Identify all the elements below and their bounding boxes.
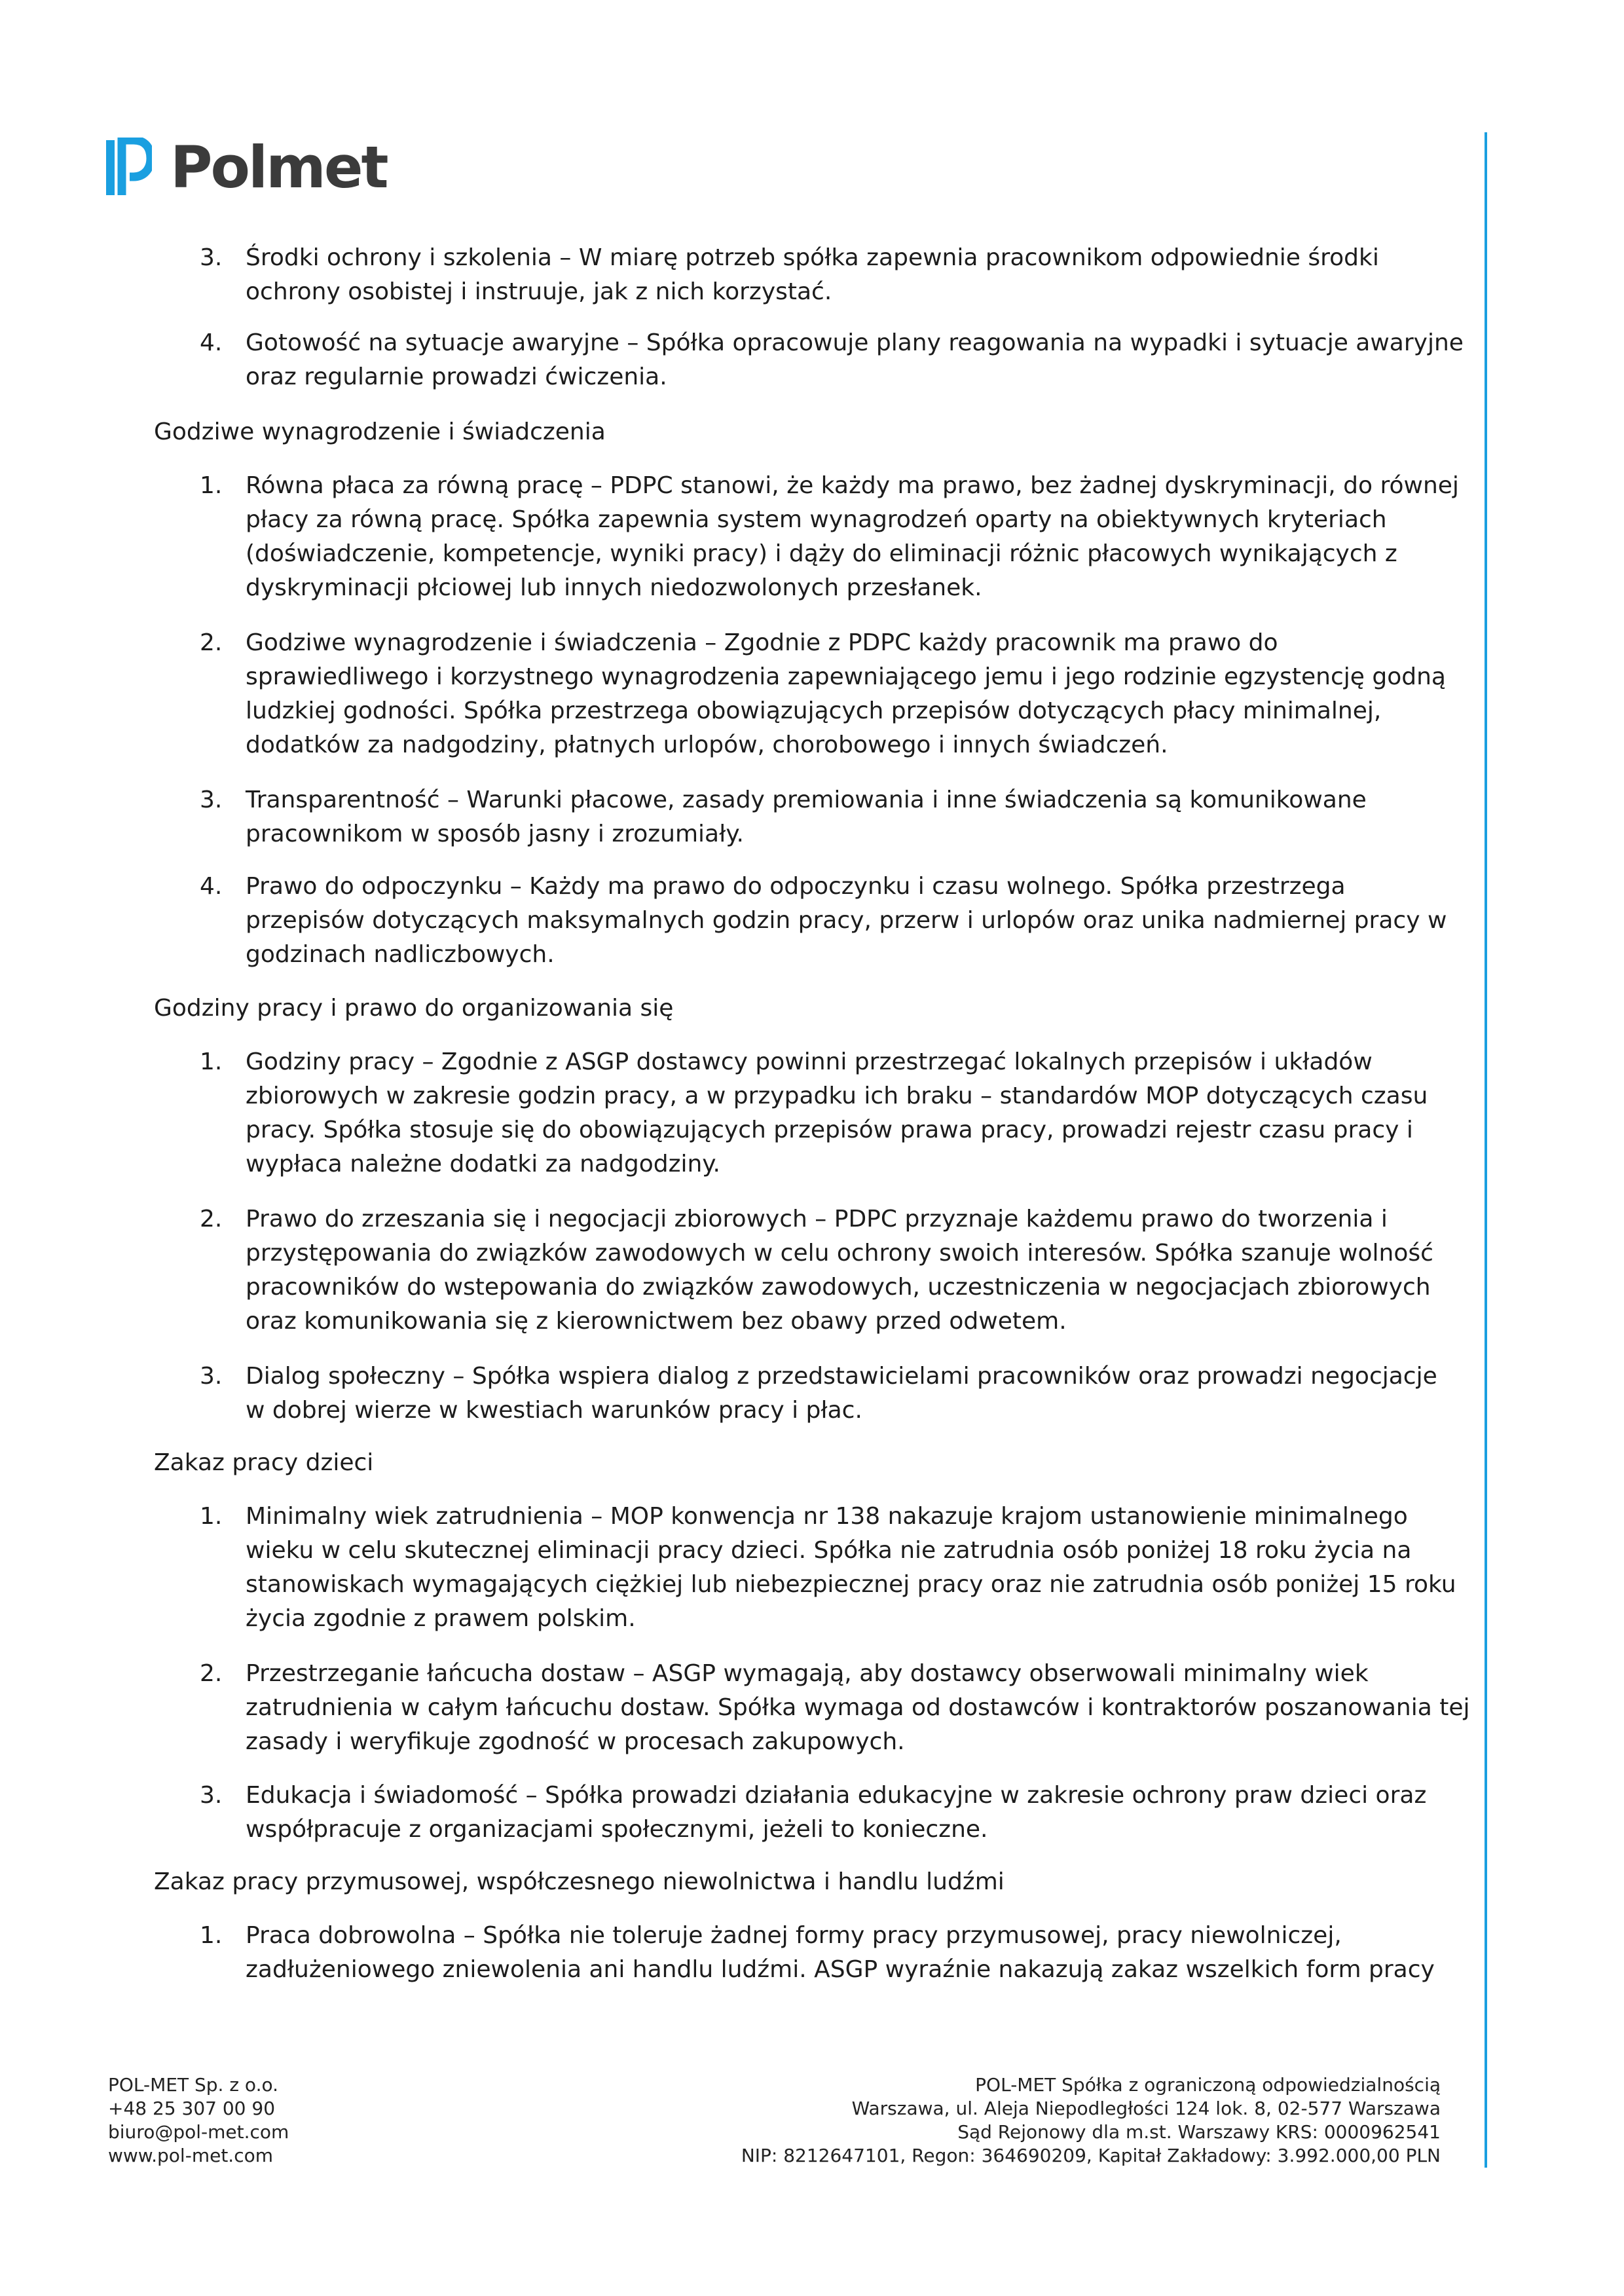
item-number: 3.: [200, 1782, 223, 1809]
item-text-line: w dobrej wierze w kwestiach warunków pracy i płac.: [246, 1397, 862, 1424]
item-text-line: przepisów dotyczących maksymalnych godzin pracy, przerw i urlopów oraz unika nadmiernej pracy w: [246, 907, 1447, 934]
item-text-line: Minimalny wiek zatrudnienia – MOP konwencja nr 138 nakazuje krajom ustanowienie minimalnego: [246, 1503, 1408, 1530]
item-text-line: ochrony osobistej i instruuje, jak z nich korzystać.: [246, 278, 832, 305]
item-text-line: pracownikom w sposób jasny i zrozumiały.: [246, 821, 744, 847]
logo-wordmark: Polmet: [170, 134, 387, 201]
item-number: 2.: [200, 1660, 223, 1687]
item-text-line: godzinach nadliczbowych.: [246, 941, 555, 968]
polmet-logo-icon: [105, 138, 152, 198]
item-text-line: Przestrzeganie łańcucha dostaw – ASGP wymagają, aby dostawcy obserwowali minimalny wiek: [246, 1660, 1369, 1687]
footer-legal-name: POL-MET Spółka z ograniczoną odpowiedzialnością: [975, 2074, 1441, 2096]
footer-email: biuro@pol-met.com: [108, 2121, 289, 2143]
footer-tax-ids: NIP: 8212647101, Regon: 364690209, Kapitał Zakładowy: 3.992.000,00 PLN: [741, 2145, 1441, 2166]
item-number: 3.: [200, 1363, 223, 1390]
item-text-line: dyskryminacji płciowej lub innych niedozwolonych przesłanek.: [246, 574, 982, 601]
item-text-line: stanowiskach wymagających ciężkiej lub niebezpiecznej pracy oraz nie zatrudnia osób poniżej 15 roku: [246, 1571, 1456, 1598]
item-text-line: wypłaca należne dodatki za nadgodziny.: [246, 1151, 720, 1177]
footer-company-name: POL-MET Sp. z o.o.: [108, 2074, 279, 2096]
item-number: 3.: [200, 787, 223, 813]
item-number: 1.: [200, 1048, 223, 1075]
section-heading: Zakaz pracy dzieci: [154, 1449, 374, 1476]
margin-rule: [1485, 132, 1487, 2168]
item-text-line: Prawo do odpoczynku – Każdy ma prawo do odpoczynku i czasu wolnego. Spółka przestrzega: [246, 873, 1346, 900]
item-text-line: płacy za równą pracę. Spółka zapewnia system wynagrodzeń oparty na obiektywnych kryteriach: [246, 506, 1387, 533]
item-text-line: ludzkiej godności. Spółka przestrzega obowiązujących przepisów dotyczących płacy minimalnej,: [246, 697, 1382, 724]
item-text-line: Środki ochrony i szkolenia – W miarę potrzeb spółka zapewnia pracownikom odpowiednie środki: [246, 244, 1379, 271]
item-number: 1.: [200, 472, 223, 499]
item-text-line: Praca dobrowolna – Spółka nie toleruje żadnej formy pracy przymusowej, pracy niewolniczej,: [246, 1922, 1342, 1949]
item-text-line: Edukacja i świadomość – Spółka prowadzi działania edukacyjne w zakresie ochrony praw dzieci oraz: [246, 1782, 1427, 1809]
item-text-line: oraz regularnie prowadzi ćwiczenia.: [246, 363, 667, 390]
item-text-line: oraz komunikowania się z kierownictwem bez obawy przed odwetem.: [246, 1308, 1067, 1335]
polmet-logo: [105, 135, 387, 200]
item-text-line: przystępowania do związków zawodowych w celu ochrony swoich interesów. Spółka szanuje wolność: [246, 1240, 1433, 1267]
item-text-line: dodatków za nadgodziny, płatnych urlopów, chorobowego i innych świadczeń.: [246, 731, 1168, 758]
item-text-line: Godziwe wynagrodzenie i świadczenia – Zgodnie z PDPC każdy pracownik ma prawo do: [246, 629, 1278, 656]
item-number: 4.: [200, 873, 223, 900]
item-text-line: (doświadczenie, kompetencje, wyniki pracy) i dąży do eliminacji różnic płacowych wynikających z: [246, 540, 1397, 567]
item-text-line: zasady i weryfikuje zgodność w procesach zakupowych.: [246, 1728, 905, 1755]
section-heading: Zakaz pracy przymusowej, współczesnego niewolnictwa i handlu ludźmi: [154, 1868, 1005, 1895]
item-text-line: zadłużeniowego zniewolenia ani handlu ludźmi. ASGP wyraźnie nakazują zakaz wszelkich form pracy: [246, 1956, 1435, 1983]
footer-contact: [108, 2073, 289, 2168]
footer-court-krs: Sąd Rejonowy dla m.st. Warszawy KRS: 0000962541: [957, 2121, 1441, 2143]
item-number: 1.: [200, 1922, 223, 1949]
item-text-line: Transparentność – Warunki płacowe, zasady premiowania i inne świadczenia są komunikowane: [246, 787, 1367, 813]
item-number: 1.: [200, 1503, 223, 1530]
item-text-line: sprawiedliwego i korzystnego wynagrodzenia zapewniającego jemu i jego rodzinie egzystencję godną: [246, 663, 1446, 690]
item-text-line: pracowników do wstepowania do związków zawodowych, uczestniczenia w negocjacjach zbiorowych: [246, 1274, 1431, 1301]
section-heading: Godziwe wynagrodzenie i świadczenia: [154, 418, 606, 445]
section-heading: Godziny pracy i prawo do organizowania się: [154, 995, 674, 1022]
item-text-line: Równa płaca za równą pracę – PDPC stanowi, że każdy ma prawo, bez żadnej dyskryminacji, do równej: [246, 472, 1459, 499]
footer-address: Warszawa, ul. Aleja Niepodległości 124 lok. 8, 02-577 Warszawa: [851, 2098, 1441, 2119]
item-text-line: Godziny pracy – Zgodnie z ASGP dostawcy powinni przestrzegać lokalnych przepisów i układów: [246, 1048, 1373, 1075]
item-number: 3.: [200, 244, 223, 271]
footer-legal: [741, 2073, 1441, 2168]
item-text-line: Prawo do zrzeszania się i negocjacji zbiorowych – PDPC przyznaje każdemu prawo do tworzenia i: [246, 1206, 1388, 1232]
item-text-line: życia zgodnie z prawem polskim.: [246, 1605, 636, 1632]
item-text-line: Gotowość na sytuacje awaryjne – Spółka opracowuje plany reagowania na wypadki i sytuacje awaryjne: [246, 329, 1464, 356]
item-text-line: pracy. Spółka stosuje się do obowiązujących przepisów prawa pracy, prowadzi rejestr czasu pracy i: [246, 1117, 1413, 1143]
item-text-line: współpracuje z organizacjami społecznymi, jeżeli to konieczne.: [246, 1816, 988, 1843]
item-text-line: zatrudnienia w całym łańcuchu dostaw. Spółka wymaga od dostawców i kontraktorów poszanowania tej: [246, 1694, 1470, 1721]
footer-website: www.pol-met.com: [108, 2145, 273, 2166]
item-number: 2.: [200, 1206, 223, 1232]
item-text-line: wieku w celu skutecznej eliminacji pracy dzieci. Spółka nie zatrudnia osób poniżej 18 roku życia na: [246, 1537, 1412, 1564]
item-number: 4.: [200, 329, 223, 356]
item-text-line: Dialog społeczny – Spółka wspiera dialog z przedstawicielami pracowników oraz prowadzi negocjacje: [246, 1363, 1437, 1390]
item-text-line: zbiorowych w zakresie godzin pracy, a w przypadku ich braku – standardów MOP dotyczących czasu: [246, 1083, 1428, 1109]
footer-phone: +48 25 307 00 90: [108, 2098, 276, 2119]
item-number: 2.: [200, 629, 223, 656]
